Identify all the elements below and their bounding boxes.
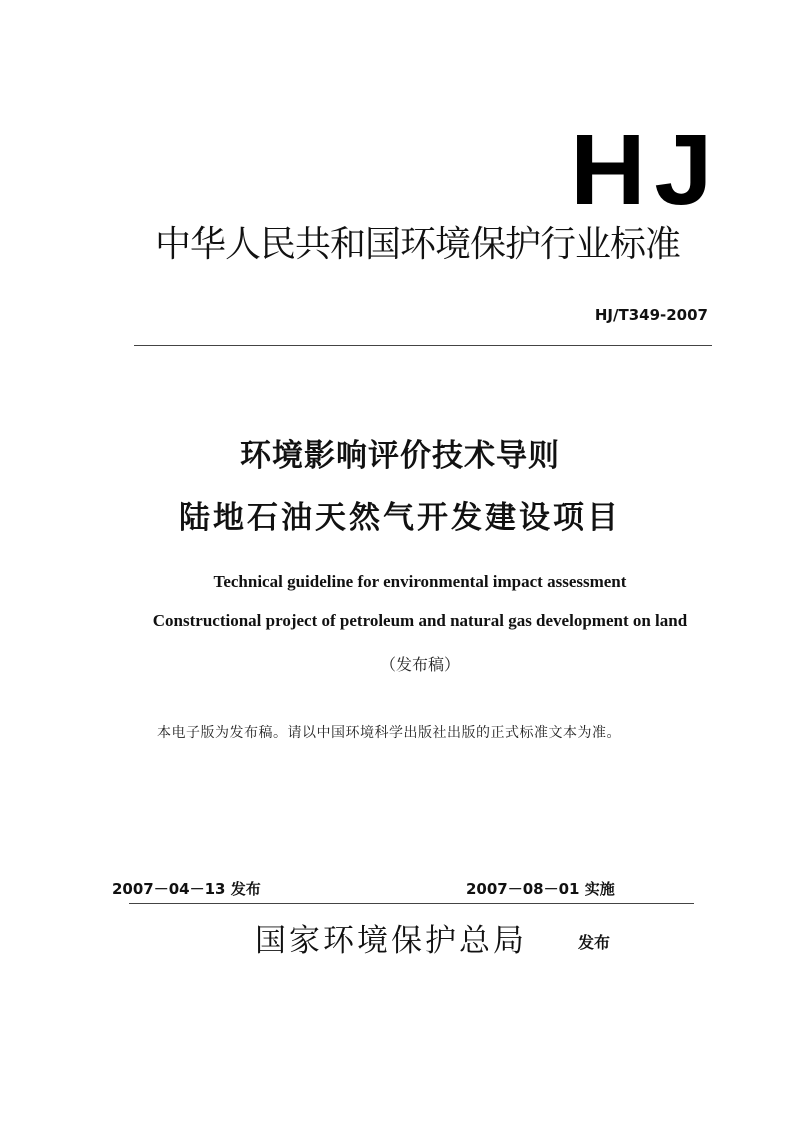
bottom-divider (129, 903, 694, 904)
zh-title-line1: 环境影响评价技术导则 (240, 438, 560, 474)
standard-category-title: 中华人民共和国环境保护行业标准 (155, 224, 681, 265)
notice-text: 本电子版为发布稿。请以中国环境科学出版社出版的正式标准文本为准。 (157, 725, 621, 741)
top-divider (134, 345, 712, 346)
en-title-line2: Constructional project of petroleum and natural gas development on land (152, 611, 688, 630)
en-title-line1: Technical guideline for environmental impact assessment (213, 572, 627, 591)
standard-code: HJ/T349-2007 (594, 306, 708, 324)
publisher-name: 国家环境保护总局 (255, 923, 527, 959)
publisher-suffix: 发布 (578, 933, 611, 952)
issue-date: 2007－04－13 发布 (112, 880, 261, 898)
zh-title-line2: 陆地石油天然气开发建设项目 (179, 500, 621, 536)
hj-logo: HJ (570, 114, 722, 226)
draft-label: （发布稿） (379, 655, 460, 674)
implementation-date: 2007－08－01 实施 (466, 880, 615, 898)
